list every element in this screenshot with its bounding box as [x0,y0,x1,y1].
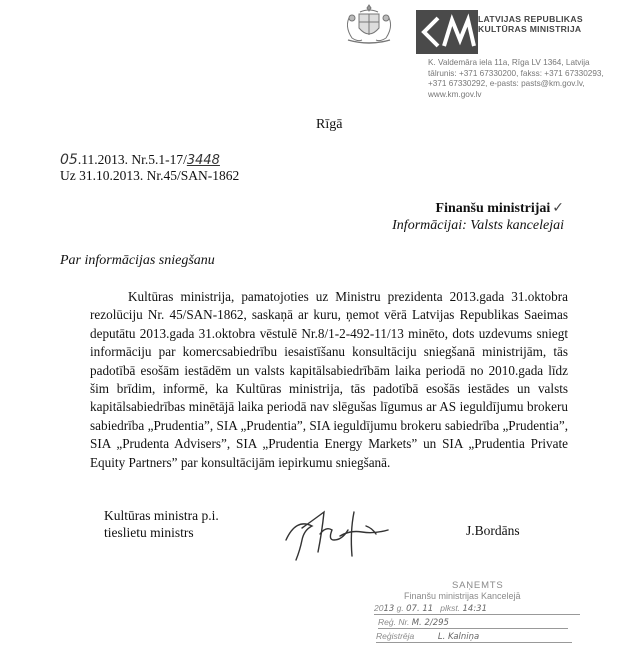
body-paragraph: Kultūras ministrija, pamatojoties uz Ministru prezidenta 2013.gada 31.oktobra rezolūciju Nr. 45/SAN-1862, saskaņā ar kuru, ņemot vērā Latvijas Republikas Saeimas deputātu 2013.gada 31.oktobra vēstulē Nr.8/1-2-492-11/13 minēto, dots uzdevums sniegt informāciju par komercsabiedrību iesaistīšanu konsultāciju sniegšanā ministrijām, tās padotībā esošām iestādēm un valsts kapitālsabiedrībām laika periodā no 2010.gada līdz šim brīdim, informē, ka Kultūras ministrija, tās padotībā esošās iestādes un valsts kapitālsabiedrības minētājā laika periodā nav slēgušas līgumus ar AS ieguldījumu brokeru sabiedrība „Prudentia”, SIA „Prudentia”, SIA ieguldījumu brokeru sabiedrība „Prudentia”, SIA „Prudenta Advisers”, SIA „Prudentia Energy Markets” un SIA „Prudentia Private Equity Partners” par konsultācijām iepirkumu sniegšanā. [90,289,568,470]
stamp-date-suffix: g. [396,603,404,613]
stamp-title: SAŅEMTS [452,580,504,591]
stamp-reg-label: Reģ. Nr. [378,617,410,627]
stamp-org: Finanšu ministrijas Kancelejā [404,591,521,601]
contact-website: www.km.gov.lv [428,89,482,99]
stamp-registered-label: Reģistrēja [376,631,415,641]
letter-subject: Par informācijas sniegšanu [60,253,215,268]
stamp-time: 14:31 [462,604,487,614]
stamp-date-day: 07. 11 [406,604,434,614]
reply-reference: Uz 31.10.2013. Nr.45/SAN-1862 [60,168,240,183]
letter-place: Rīgā [316,117,343,132]
ministry-logo [416,10,626,54]
signer-name: J.Bordāns [466,523,520,538]
reference-number [60,152,220,168]
checkmark-icon: ✓ [552,200,564,216]
stamp-reg-number: M. 2/295 [411,618,449,628]
ref-handwritten-day: 05 [60,152,78,168]
ref-handwritten-number: 3448 [186,153,220,168]
contact-phone: tālrunis: +371 67330200, fakss: +371 67330293, [428,68,604,78]
received-stamp [374,580,584,654]
logo-text [478,14,583,34]
km-logo-mark-icon [416,10,478,54]
contact-block [428,58,604,100]
stamp-date-year: 13 [383,604,395,614]
addressee-block [392,200,564,234]
signer-line2: tieslietu ministrs [104,524,194,540]
addressee: Finanšu ministrijai [435,201,551,216]
logo-text-line1: LATVIJAS REPUBLIKAS [478,14,583,24]
stamp-reg-row [378,617,568,629]
stamp-date-label: 20 [374,603,384,613]
ref-printed: .11.2013. Nr.5.1-17/ [77,152,187,167]
stamp-time-label: plkst. [440,603,461,613]
signer-title [104,508,219,541]
contact-email: +371 67330292, e-pasts: pasts@km.gov.lv, [428,79,585,88]
handwritten-signature [276,500,394,572]
stamp-registered-row [376,631,572,643]
logo-text-line2: KULTŪRAS MINISTRIJA [478,24,582,34]
stamp-date-row [374,603,580,615]
contact-address: K. Valdemāra iela 11a, Rīga LV 1364, Latvija [428,58,590,67]
stamp-registered-name: L. Kalniņa [437,632,480,642]
signer-line1: Kultūras ministra p.i. [104,508,219,523]
addressee-info: Informācijai: Valsts kancelejai [392,218,564,233]
letter-body [90,288,568,472]
coat-of-arms-emblem [342,2,396,46]
